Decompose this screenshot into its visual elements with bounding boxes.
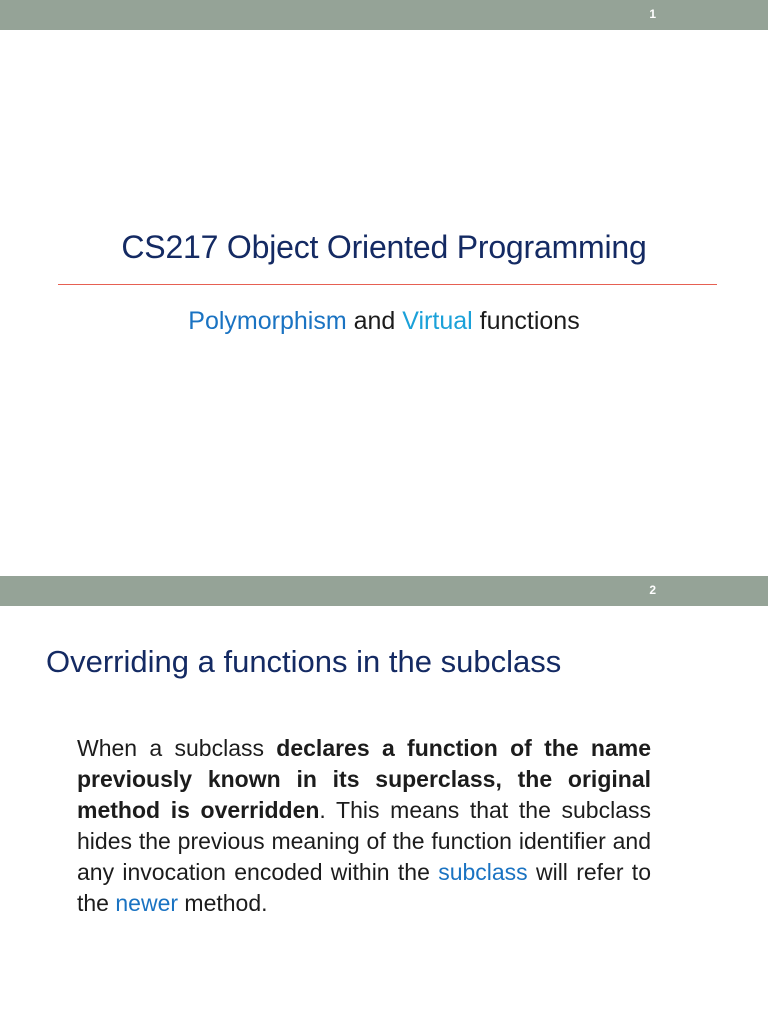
slide-2 [0, 576, 768, 1024]
slide-number: 1 [649, 7, 656, 21]
body-text-run: method. [178, 890, 268, 916]
title-divider [58, 284, 717, 285]
subtitle-functions: functions [472, 307, 580, 335]
body-text-run: When a subclass [77, 735, 277, 761]
slide-subtitle [0, 307, 768, 336]
slide-title: CS217 Object Oriented Programming [121, 229, 647, 265]
body-highlight-newer: newer [115, 890, 179, 916]
slide-number: 2 [649, 583, 656, 597]
subtitle-and: and [346, 307, 403, 335]
body-highlight-subclass: subclass [438, 859, 528, 885]
slide-header-bar [0, 0, 768, 30]
body-text-run: . This means that the subclass hides the previous meaning of the function identifier and any invocation encoded within the [77, 797, 652, 885]
slide-body-paragraph [77, 733, 651, 919]
subtitle-virtual: Virtual [402, 307, 473, 335]
body-bold-run: declares a function of the name previously known in its superclass, the original method is overridden [77, 735, 651, 823]
slide-header-bar [0, 576, 768, 606]
subtitle-polymorphism: Polymorphism [188, 307, 347, 335]
slide-heading: Overriding a functions in the subclass [46, 644, 562, 679]
body-text-run: will refer to the [77, 859, 651, 916]
